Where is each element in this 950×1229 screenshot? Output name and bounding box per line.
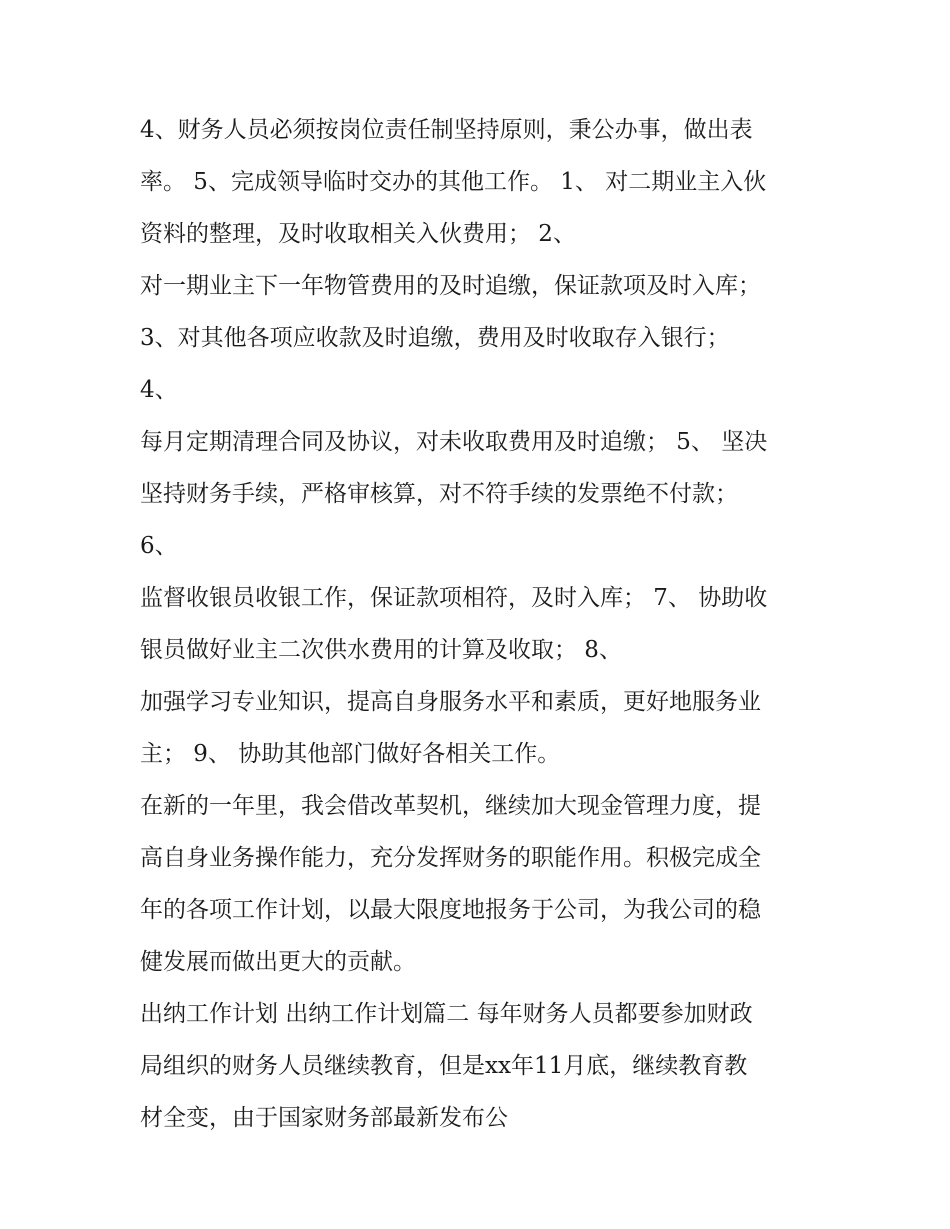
text-line: 4、	[140, 377, 178, 403]
text-line: 监督收银员收银工作，保证款项相符，及时入库； 7、 协助收	[140, 585, 768, 611]
text-line: 材全变，由于国家财务部最新发布公	[140, 1105, 508, 1131]
text-line: 对一期业主下一年物管费用的及时追缴，保证款项及时入库；	[140, 273, 761, 299]
text-line: 银员做好业主二次供水费用的计算及收取； 8、	[140, 637, 622, 663]
document-body	[140, 104, 820, 1144]
text-line: 年的各项工作计划，以最大限度地报务于公司，为我公司的稳	[140, 897, 761, 923]
text-line: 出纳工作计划 出纳工作计划篇二 每年财务人员都要参加财政	[140, 1001, 753, 1027]
text-line: 高自身业务操作能力，充分发挥财务的职能作用。积极完成全	[140, 845, 761, 871]
text-line: 率。 5、完成领导临时交办的其他工作。 1、 对二期业主入伙	[140, 169, 767, 195]
text-line: 局组织的财务人员继续教育，但是xx年11月底，继续教育教	[140, 1053, 748, 1079]
text-line: 在新的一年里，我会借改革契机，继续加大现金管理力度，提	[140, 793, 761, 819]
text-line: 主； 9、 协助其他部门做好各相关工作。	[140, 741, 561, 767]
text-line: 6、	[140, 533, 178, 559]
text-line: 健发展而做出更大的贡献。	[140, 949, 416, 975]
text-line: 加强学习专业知识，提高自身服务水平和素质，更好地服务业	[140, 689, 761, 715]
text-line: 每月定期清理合同及协议，对未收取费用及时追缴； 5、 坚决	[140, 429, 768, 455]
text-line: 资料的整理，及时收取相关入伙费用； 2、	[140, 221, 576, 247]
text-line: 4、财务人员必须按岗位责任制坚持原则，秉公办事，做出表	[140, 117, 753, 143]
text-line: 3、对其他各项应收款及时追缴，费用及时收取存入银行；	[140, 325, 730, 351]
text-line: 坚持财务手续，严格审核算，对不符手续的发票绝不付款；	[140, 481, 738, 507]
